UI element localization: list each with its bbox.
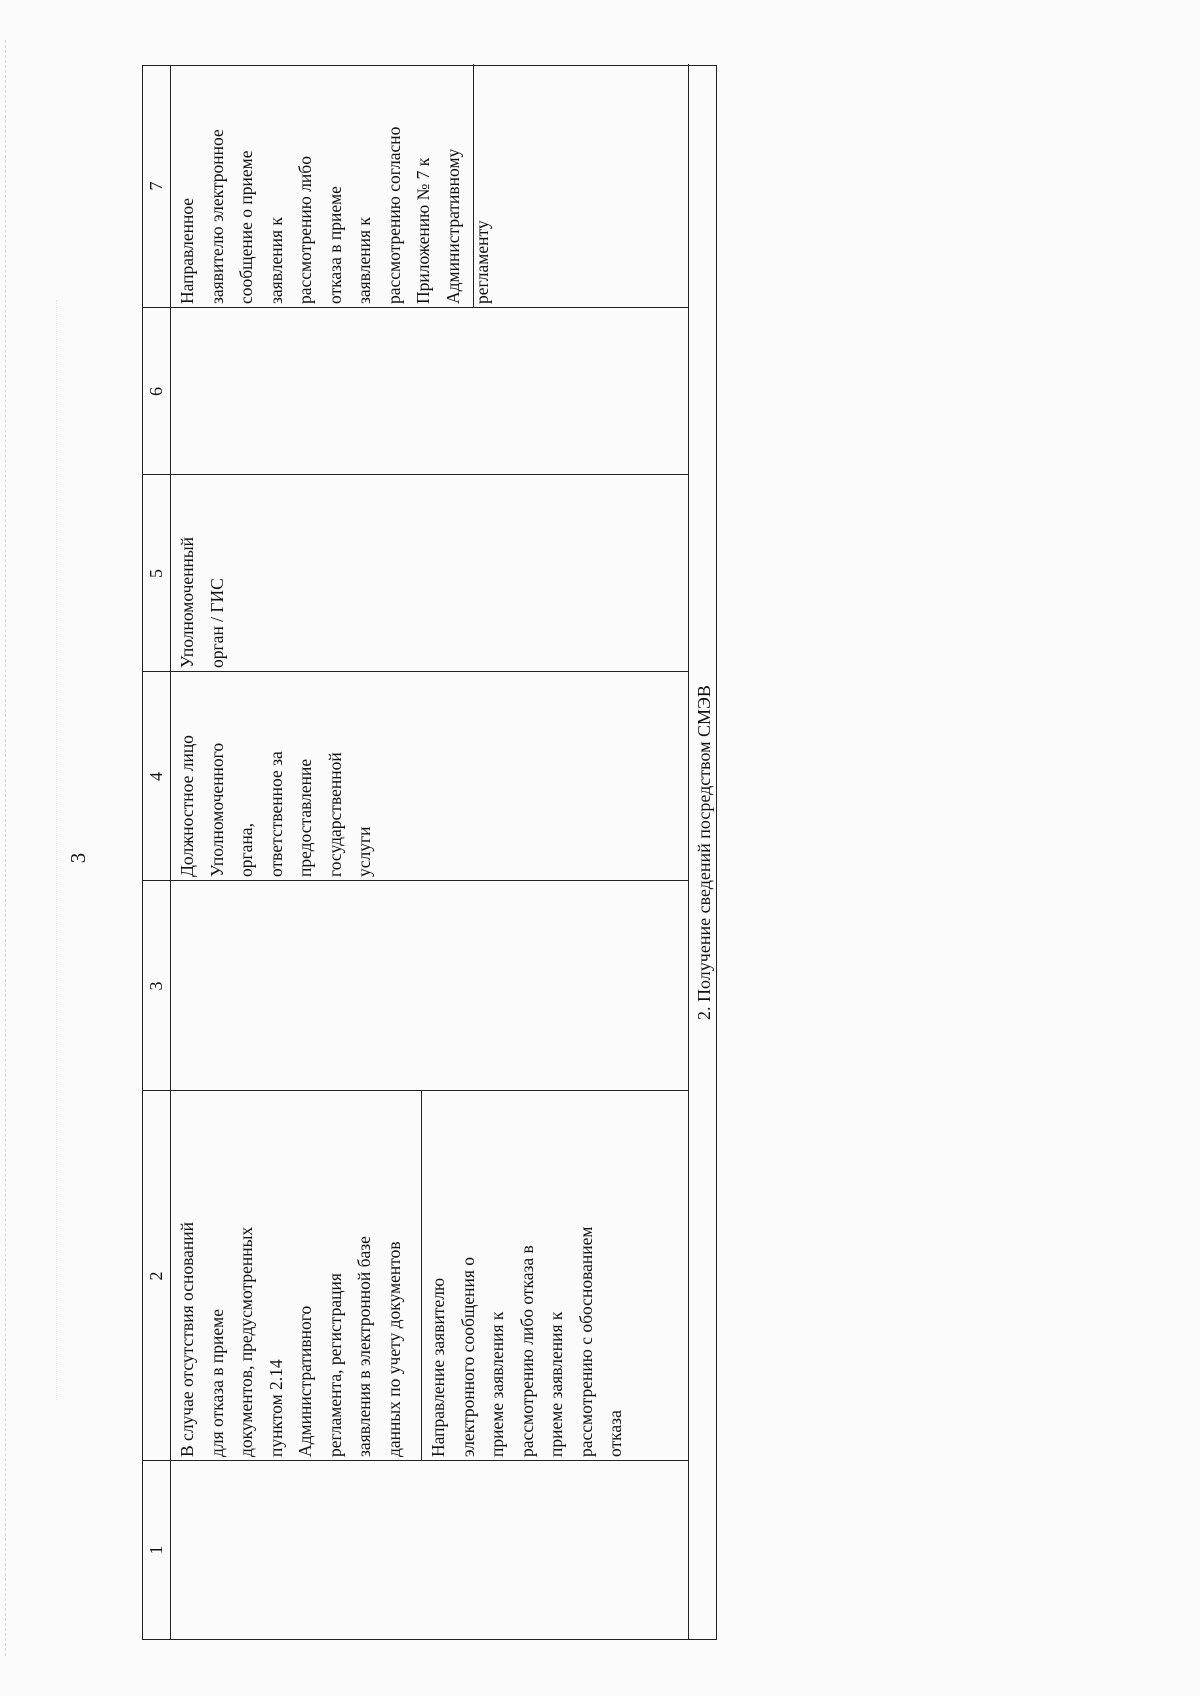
col-divider bbox=[143, 307, 688, 308]
cell-col7-result: Направленное заявителю электронное сообщение о приеме заявления к рассмотрению либо отказа в приеме заявления к рассмотрению согласно Приложению № 7 к Административному регламенту bbox=[177, 126, 492, 304]
header-col-7: 7 bbox=[146, 181, 166, 191]
cell-col5-authority: Уполномоченный орган / ГИС bbox=[177, 536, 227, 668]
procedure-table bbox=[142, 65, 717, 1640]
cell-col4-official: Должностное лицо Уполномоченного органа, ответственное за предоставление государственной услуги bbox=[177, 735, 374, 877]
header-col-5: 5 bbox=[146, 569, 166, 578]
scan-artifact-line bbox=[56, 300, 57, 1400]
header-col-3: 3 bbox=[146, 981, 166, 991]
cell-divider bbox=[421, 1091, 422, 1461]
rotated-table-region bbox=[142, 65, 742, 1640]
scan-edge-line bbox=[5, 40, 6, 1656]
header-col-6: 6 bbox=[146, 387, 166, 396]
header-col-1: 1 bbox=[146, 1545, 166, 1555]
col-divider bbox=[143, 1460, 688, 1461]
col-divider bbox=[143, 671, 688, 672]
cell-col2-registration: В случае отсутствия оснований для отказа в приеме документов, предусмотренных пунктом 2.14 Административного регламента, регистрация заявления в электронной базе данных по учету документов bbox=[177, 1222, 404, 1457]
page-number: 3 bbox=[66, 852, 90, 864]
section-heading: 2. Получение сведений посредством СМЭВ bbox=[694, 685, 714, 1020]
section-divider bbox=[688, 64, 689, 1639]
header-col-2: 2 bbox=[146, 1271, 166, 1281]
table-header-row bbox=[143, 66, 171, 1639]
cell-col2-notification: Направление заявителю электронного сообщения о приеме заявления к рассмотрению либо отказа в приеме заявления к рассмотрению с обоснованием отказа bbox=[428, 1226, 625, 1457]
header-col-4: 4 bbox=[146, 772, 166, 781]
col-divider bbox=[143, 1090, 688, 1091]
col-divider bbox=[143, 880, 688, 881]
